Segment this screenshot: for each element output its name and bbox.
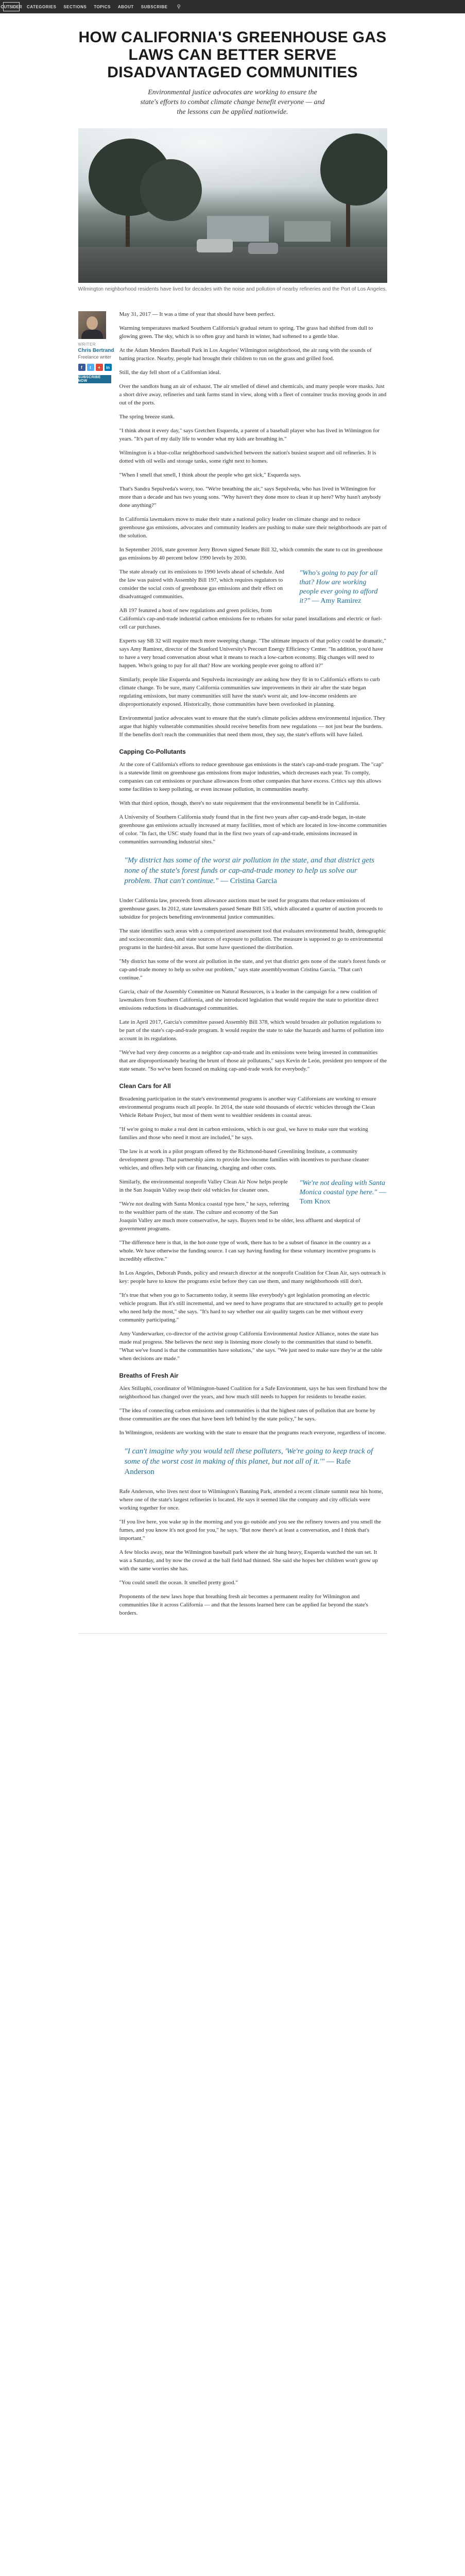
paragraph: In California lawmakers move to make their state a national policy leader on climate change and to reduce greenhouse gas emissions, advocates and community leaders are pushing to make sure their neighborhoods are part of the solution. [119,516,387,539]
twitter-icon[interactable]: t [87,364,94,371]
nav-item-subscribe[interactable]: SUBSCRIBE [141,4,168,9]
paragraph: The state already cut its emissions to 1990 levels ahead of schedule. And the law was paired with Assembly Bill 197, which requires regulators to consider the social costs of greenhouse gas emissions and their effect on disadvantaged communities. [119,569,284,600]
paragraph: AB 197 featured a host of new regulations and green policies, from California's cap-and-trade industrial carbon emissions fee to rebates for solar panel installations and electric or fuel-cell car purchases. [119,607,382,630]
paragraph: That's Sandra Sepulveda's worry, too. "We're breathing the air," says Sepulveda, who has lived in Wilmington for more than a decade and has two young sons. "Why haven't they done more to clean it up here? Why hasn't anybody done anything?" [119,486,382,509]
section-heading: Breaths of Fresh Air [119,1372,179,1379]
pull-quote-attribution: — Tom Knox [299,1189,386,1206]
pull-quote-text: "I can't imagine why you would tell these polluters, 'We're going to keep track of some of the worst cost in making of this planet, but not all of it.'" [124,1447,373,1466]
pull-quote [300,569,387,606]
paragraph: "If you live here, you wake up in the morning and you go outside and you see the refinery towers and you smell the fumes, and you know it's not good for you," he says. "But now there's at least a conversation, and I think that's important." [119,1519,382,1541]
paragraph: May 31, 2017 — It was a time of year that should have been perfect. [119,311,275,317]
top-nav [0,0,465,13]
lead-photo-wrap [78,128,387,293]
paragraph: Similarly, the environmental nonprofit Valley Clean Air Now helps people in the San Joaquin Valley swap their old vehicles for cleaner ones. [119,1179,288,1193]
paragraph: Garcia, chair of the Assembly Committee on Natural Resources, is a leader in the campaign for a new coalition of lawmakers from Southern California, and she introduced legislation that would require the state to prioritize direct emissions reductions in disadvantaged communities. [119,989,378,1011]
search-icon[interactable]: ⚲ [177,4,181,10]
site-logo[interactable]: OUTSIDER [3,2,20,11]
pull-quote-text: "Who's going to pay for all that? How are working people ever going to afford it?" [299,569,378,605]
linkedin-icon[interactable]: in [105,364,112,371]
paragraph: Under California law, proceeds from allowance auctions must be used for programs that reduce emissions of greenhouse gases. In 2012, state lawmakers passed Senate Bill 535, which allocated a quarter of auction proceeds to subsidize for projects benefiting environmental justice communities. [119,897,383,920]
paragraph: Warming temperatures marked Southern California's gradual return to spring. The grass had shifted from dull to glowing green. The sky, which is so often gray and harsh in winter, had softened to a gentle blue. [119,325,373,340]
article-headline: HOW CALIFORNIA'S GREENHOUSE GAS LAWS CAN BETTER SERVE DISADVANTAGED COMMUNITIES [78,29,387,81]
paragraph: Over the sandlots hung an air of exhaust. The air smelled of diesel and chemicals, and many people wore masks. Just a short drive away, refineries and tank farms stand in view, along with a fleet of container trucks moving goods in and out of the ports. [119,383,387,406]
paragraph: At the core of California's efforts to reduce greenhouse gas emissions is the state's cap-and-trade program. The "cap" is a statewide limit on greenhouse gas emissions from major industries, which decreases each year. To comply, companies can cut emissions or purchase allowances from other companies that have excess. Critics say this allows some facilities to keep polluting, or even increase pollution, in communities nearby. [119,761,384,792]
paragraph: In Wilmington, residents are working with the state to ensure that the programs reach everyone, regardless of income. [119,1430,386,1436]
section-heading: Capping Co-Pollutants [119,748,186,755]
paragraph: Wilmington is a blue-collar neighborhood sandwiched between the nation's busiest seaport and oil refineries. It is dotted with oil wells and storage tanks, some right next to homes. [119,450,376,464]
paragraph: Experts say SB 32 will require much more sweeping change. "The ultimate impacts of that policy could be dramatic," says Amy Ramirez, director of the Stanford University's Precourt Energy Efficiency Center. "In addition, you'd have to have a very broad conversation about what it means to reach a low-carbon economy. Big changes will need to happen. Who's going to pay for all that? How are working people ever going to afford it?" [119,638,387,669]
paragraph: At the Adam Menders Baseball Park in Los Angeles' Wilmington neighborhood, the air rang with the sounds of batting practice. Nearby, people had brought their children to run on the grass and grilled food. [119,347,372,362]
footer-divider [78,1633,387,1634]
paragraph: "We've had very deep concerns as a neighbor cap-and-trade and its emissions were being invested in communities that are disproportionately bearing the brunt of those air pollutants," says Kevin de León, president pro tempore of the state senate. "So we've been focused on making cap-and-trade work for everybody." [119,1049,387,1072]
paragraph: Similarly, people like Esquerda and Sepulveda increasingly are asking how they fit in to California's efforts to curb climate change. To be sure, many California communities saw improvements in their air after the state began regulating emissions, but many communities still have the state's worst air, and low-income residents are disproportionately exposed. Historically, those communities have been overlooked in planning. [119,676,380,707]
pull-quote [119,855,387,886]
pull-quote-attribution: — Rafe Anderson [124,1458,351,1476]
paragraph: Environmental justice advocates want to ensure that the state's climate policies address environmental injustice. They argue that highly vulnerable communities should receive benefits from new regulations — not just bear the burdens. If the benefits don't reach the communities that need them most, they say, the state's efforts will have failed. [119,715,385,738]
paragraph: "My district has some of the worst air pollution in the state, and yet that district gets none of the state's forest funds or cap-and-trade money to help us solve our problem," says state assemblywoman Cristina Garcia. "That can't continue." [119,958,386,981]
paragraph: The spring breeze stank. [119,414,175,420]
paragraph: Alex Stillaphi, coordinator of Wilmington-based Coalition for a Safe Environment, says he has seen firsthand how the neighborhood has changed over the years, and how much still needs to happen for residents to breathe easier. [119,1385,387,1400]
nav-item-topics[interactable]: TOPICS [94,4,111,9]
author-name[interactable]: Chris Bertrand [78,348,114,353]
pull-quote-text: "We're not dealing with Santa Monica coastal type here." [299,1179,385,1196]
pull-quote [300,1179,387,1207]
nav-item-sections[interactable]: SECTIONS [63,4,87,9]
article-hero [0,13,465,117]
byline-label: WRITER [78,342,96,347]
pull-quote-text: "My district has some of the worst air pollution in the state, and that district gets none of the state's forest funds or cap-and-trade money to help us solve our problem. That can't continue." [124,856,374,885]
paragraph: "If we're going to make a real dent in carbon emissions, which is our goal, we have to make sure that working families and those who need it most are included," he says. [119,1126,368,1141]
author-sidebar [78,310,119,1623]
paragraph: The law is at work in a pilot program offered by the Richmond-based Greenlining Institute, a community development group. That partnership aims to provide low-income families with incentives to purchase cleaner vehicles, and offers help with car financing, charging and other costs. [119,1148,369,1171]
paragraph: Amy Vanderwarker, co-director of the activist group California Environmental Justice Alliance, notes the state has made real progress. She believes the next step is listening more closely to the communities that stand to benefit. "What we've found is that the communities have solutions," she says. "We just need to make sure they're at the table when decisions are made." [119,1331,383,1362]
section-heading: Clean Cars for All [119,1082,171,1090]
article-content [78,310,387,1623]
paragraph: A University of Southern California study found that in the first two years after cap-and-trade began, in-state greenhouse gas emissions actually increased at many facilities, most of which are located in low-income communities of color. "In fact, the USC study found that in the first two years of cap-and-trade, emissions increased in communities surrounding industrial sites." [119,814,387,845]
avatar [78,311,106,339]
subscribe-button[interactable]: SUBSCRIBE NOW [78,375,111,383]
paragraph: Late in April 2017, Garcia's committee passed Assembly Bill 378, which would broaden air pollution regulations to be part of the state's cap-and-trade program. It would require the state to take the hazards and harms of pollution into account in its regulations. [119,1019,384,1042]
nav-item-categories[interactable]: CATEGORIES [27,4,57,9]
nav-item-about[interactable]: ABOUT [117,4,134,9]
share-row [78,364,119,371]
pull-quote-attribution: — Cristina Garcia [220,877,277,885]
lead-photo [78,128,387,283]
article-dek: Environmental justice advocates are working to ensure the state's efforts to combat climate change benefit everyone — and the lessons can be applied nationwide. [140,89,325,116]
article-body [119,310,387,1623]
facebook-icon[interactable]: f [78,364,85,371]
paragraph: A few blocks away, near the Wilmington baseball park where the air hung heavy, Esquerda watched the sun set. It was a Saturday, and by now the crowd at the ball field had thinned. She said she hopes her children won't grow up with the same worries she has. [119,1549,378,1572]
pull-quote [119,1446,387,1477]
paragraph: "We're not dealing with Santa Monica coastal type here," he says, referring to the wealthier parts of the state. The culture and economy of the San Joaquin Valley are much more conservative, he says. Buyers tend to be older, less affluent and skeptical of government programs. [119,1201,360,1232]
paragraph: "You could smell the ocean. It smelled pretty good." [119,1580,238,1586]
paragraph: "The difference here is that, in the hot-zone type of work, there has to be a subset of finance in the country as a whole. We have otherwise the funding source. I can say having funding for these voluntary incentive programs is incredibly effective." [119,1240,376,1262]
author-title: Freelance writer [78,354,112,360]
paragraph: The state identifies such areas with a computerized assessment tool that evaluates environmental health, demographic and socioeconomic data, and state sources of exposure to pollution. The measure is supposed to go to environmental programs in the hardest-hit areas. But some have questioned the distribution. [119,928,386,951]
paragraph: "It's true that when you go to Sacramento today, it seems like everybody's got legislation promoting an electric vehicle program. But it's still incremental, and we need to have programs that are structured to actually get to people who need help the most," she says. "It's hard to say whether our air quality targets can be met without every community participating." [119,1292,383,1323]
paragraph: Broadening participation in the state's environmental programs is another way Californians are working to ensure environmental programs reach all people. In 2014, the state sold thousands of electric vehicles through the Clean Vehicle Rebate Project, but most of them went to wealthier residents in coastal areas. [119,1096,376,1118]
paragraph: Still, the day fell short of a Californian ideal. [119,369,221,376]
pull-quote-attribution: — Amy Ramirez [312,597,361,605]
photo-caption: Wilmington neighborhood residents have lived for decades with the noise and pollution of nearby refineries and the Port of Los Angeles. [78,286,387,292]
paragraph: "When I smell that smell, I think about the people who get sick," Esquerda says. [119,472,301,478]
paragraph: In September 2016, state governor Jerry Brown signed Senate Bill 32, which commits the state to cut its greenhouse gas emissions by 40 percent below 1990 levels by 2030. [119,547,383,561]
paragraph: "The idea of connecting carbon emissions and communities is that the highest rates of pollution that are borne by those communities are the ones that have been left behind by the state policy," he says. [119,1408,376,1422]
paragraph: "I think about it every day," says Gretchen Esquerda, a parent of a baseball player who has lived in Wilmington for years. "It's part of my daily life to wonder what my kids are breathing in." [119,428,380,442]
paragraph: Rafe Anderson, who lives next door to Wilmington's Banning Park, attended a recent climate summit near his home, where one of the state's largest refineries is located. He says it seemed like the company and city officials were working together for once. [119,1488,383,1511]
paragraph: With that third option, though, there's no state requirement that the environmental benefit be in California. [119,800,360,806]
paragraph: Proponents of the new laws hope that breathing fresh air becomes a permanent reality for Wilmington and communities like it across California — and that the lessons learned here can be applied far beyond the state's borders. [119,1594,368,1616]
google-plus-icon[interactable]: + [96,364,103,371]
paragraph: In Los Angeles, Deborah Ponds, policy and research director at the nonprofit Coalition for Clean Air, says outreach is key: people have to know the programs exist before they can use them, and many neighborhoods still don't. [119,1270,386,1284]
